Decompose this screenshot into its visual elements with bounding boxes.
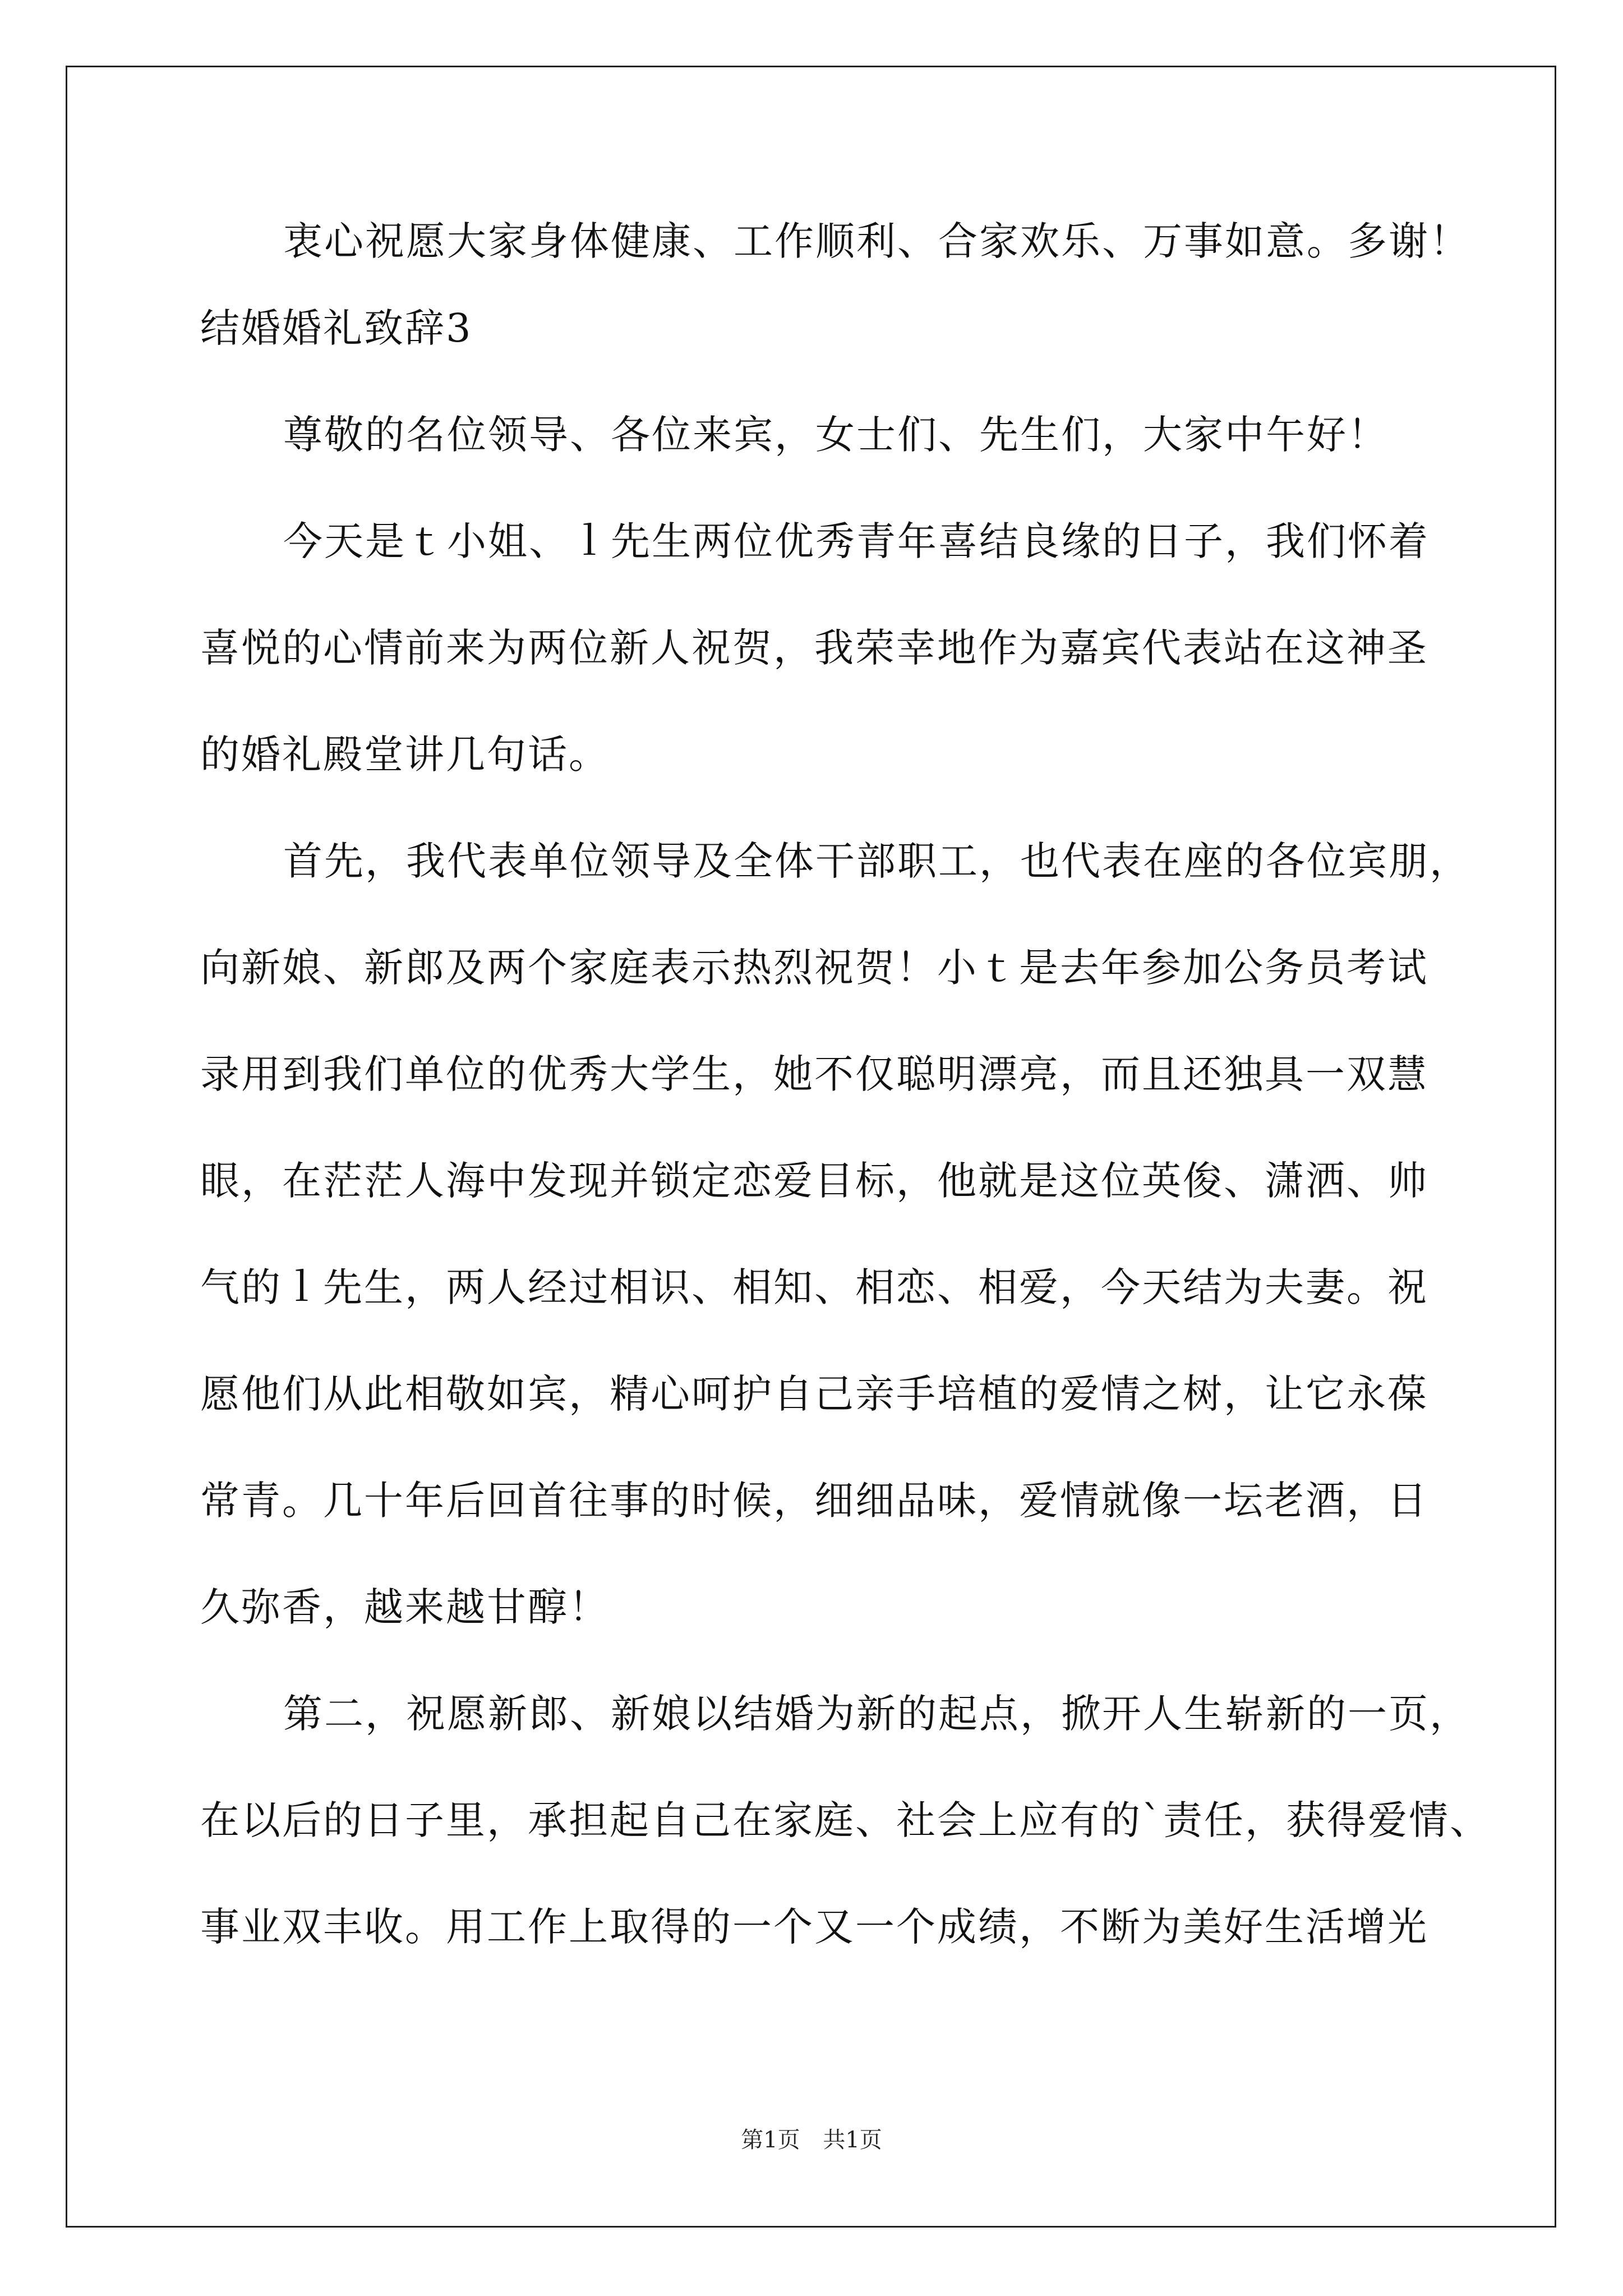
text-line: 喜悦的心情前来为两位新人祝贺，我荣幸地作为嘉宾代表站在这神圣 bbox=[200, 625, 1428, 671]
text-line: 事业双丰收。用工作上取得的一个又一个成绩，不断为美好生活增光 bbox=[200, 1904, 1428, 1950]
text-line: 久弥香，越来越甘醇！ bbox=[200, 1584, 610, 1630]
text-line: 今天是ｔ小姐、ｌ先生两位优秀青年喜结良缘的日子，我们怀着 bbox=[283, 518, 1430, 564]
text-line: 眼，在茫茫人海中发现并锁定恋爱目标，他就是这位英俊、潇洒、帅 bbox=[200, 1158, 1428, 1204]
text-line: 向新娘、新郎及两个家庭表示热烈祝贺！小ｔ是去年参加公务员考试 bbox=[200, 945, 1428, 991]
text-line: 愿他们从此相敬如宾，精心呵护自己亲手培植的爱情之树，让它永葆 bbox=[200, 1371, 1428, 1417]
page-total: 共1页 bbox=[823, 2127, 882, 2153]
text-line: 常青。几十年后回首往事的时候，细细品味，爱情就像一坛老酒，日 bbox=[200, 1478, 1428, 1524]
text-line: 尊敬的名位领导、各位来宾，女士们、先生们，大家中午好！ bbox=[283, 412, 1389, 458]
page-footer bbox=[0, 2123, 1623, 2157]
page-number: 第1页 bbox=[741, 2127, 800, 2153]
text-line: 衷心祝愿大家身体健康、工作顺利、合家欢乐、万事如意。多谢！ bbox=[283, 218, 1470, 264]
text-line: 录用到我们单位的优秀大学生，她不仅聪明漂亮，而且还独具一双慧 bbox=[200, 1051, 1428, 1097]
text-line: 首先，我代表单位领导及全体干部职工，也代表在座的各位宾朋， bbox=[283, 838, 1470, 884]
text-line: 第二，祝愿新郎、新娘以结婚为新的起点，掀开人生崭新的一页， bbox=[283, 1691, 1470, 1737]
text-line: 的婚礼殿堂讲几句话。 bbox=[200, 731, 610, 777]
text-line: 在以后的日子里，承担起自己在家庭、社会上应有的`责任，获得爱情、 bbox=[200, 1797, 1491, 1843]
section-heading: 结婚婚礼致辞3 bbox=[200, 305, 473, 351]
text-line: 气的ｌ先生，两人经过相识、相知、相恋、相爱，今天结为夫妻。祝 bbox=[200, 1264, 1428, 1310]
